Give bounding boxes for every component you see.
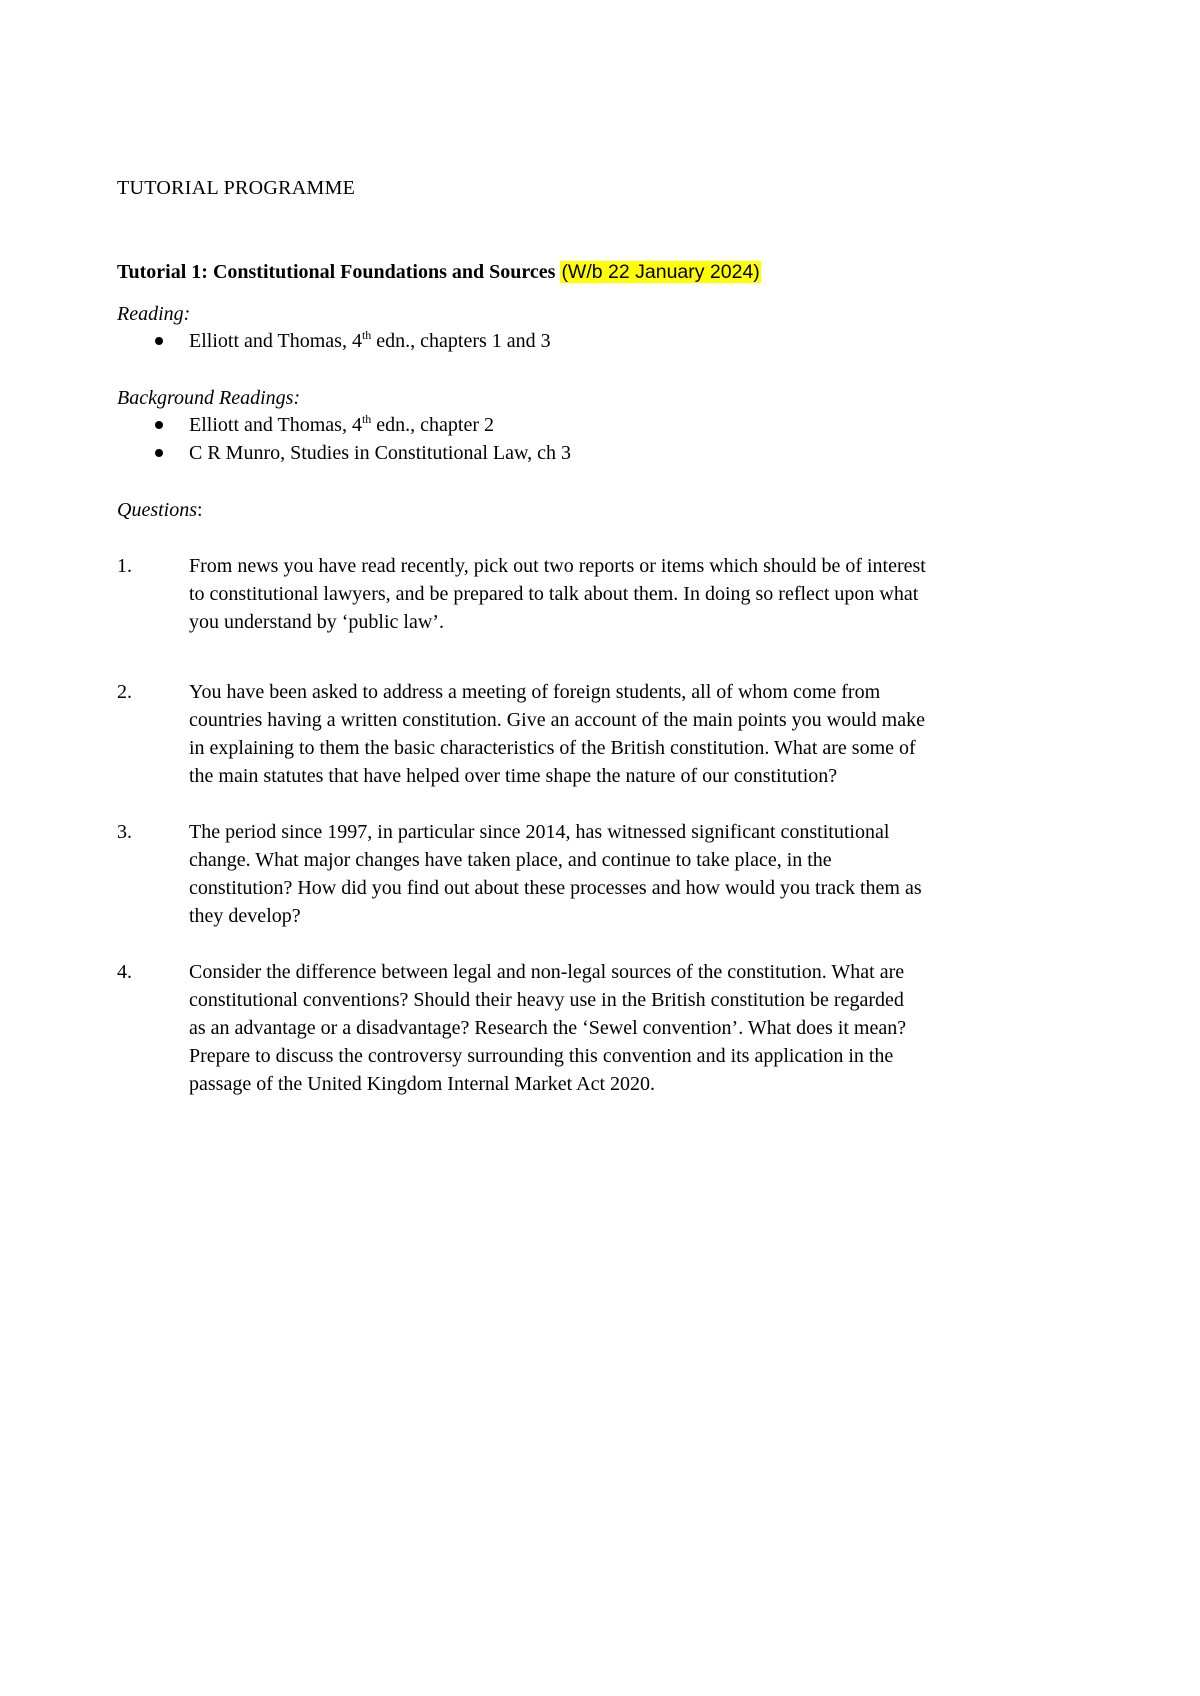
background-reading-text: C R Munro, Studies in Constitutional Law, ch 3: [189, 442, 572, 464]
question-item: [117, 552, 1117, 636]
question-line: to constitutional lawyers, and be prepared to talk about them. In doing so reflect upon what: [189, 583, 919, 605]
questions-label-colon: :: [197, 499, 203, 521]
background-reading-item: [117, 411, 571, 439]
background-reading-text: Elliott and Thomas, 4: [189, 414, 362, 436]
background-readings-list: [117, 411, 571, 467]
questions-label-text: Questions: [117, 499, 197, 521]
reading-item-text-rest: edn., chapters 1 and 3: [371, 330, 551, 352]
question-line: Consider the difference between legal and non-legal sources of the constitution. What are: [189, 961, 905, 983]
ordinal-suffix: th: [361, 328, 372, 342]
questions-label: [117, 496, 203, 524]
question-text: [189, 678, 1109, 790]
question-line: You have been asked to address a meeting of foreign students, all of whom come from: [189, 681, 881, 703]
reading-item: [117, 327, 551, 355]
question-text: [189, 552, 1109, 636]
bullet-icon: [155, 337, 163, 345]
bullet-icon: [155, 449, 163, 457]
question-line: Prepare to discuss the controversy surrounding this convention and its application in the: [189, 1045, 894, 1067]
document-title: TUTORIAL PROGRAMME: [117, 177, 356, 199]
question-line: you understand by ‘public law’.: [189, 611, 444, 633]
question-line: passage of the United Kingdom Internal Market Act 2020.: [189, 1073, 655, 1095]
question-number: 2.: [117, 681, 132, 703]
question-line: From news you have read recently, pick out two reports or items which should be of interest: [189, 555, 926, 577]
reading-item-text: Elliott and Thomas, 4: [189, 330, 362, 352]
question-number: 3.: [117, 821, 132, 843]
ordinal-suffix: th: [361, 412, 372, 426]
question-line: as an advantage or a disadvantage? Research the ‘Sewel convention’. What does it mean?: [189, 1017, 907, 1039]
question-text: [189, 958, 1109, 1098]
question-line: they develop?: [189, 905, 301, 927]
question-item: [117, 678, 1117, 790]
question-line: change. What major changes have taken place, and continue to take place, in the: [189, 849, 832, 871]
question-line: constitutional conventions? Should their heavy use in the British constitution be regarded: [189, 989, 904, 1011]
reading-list: [117, 327, 551, 355]
background-reading-item: [117, 439, 571, 467]
question-number: 4.: [117, 961, 132, 983]
question-item: [117, 818, 1117, 930]
question-line: in explaining to them the basic characteristics of the British constitution. What are some of: [189, 737, 916, 759]
question-number: 1.: [117, 555, 132, 577]
background-reading-text-rest: edn., chapter 2: [371, 414, 495, 436]
tutorial-heading-text: Tutorial 1: Constitutional Foundations and Sources: [117, 261, 556, 283]
bullet-icon: [155, 421, 163, 429]
question-line: countries having a written constitution. Give an account of the main points you would make: [189, 709, 925, 731]
question-text: [189, 818, 1109, 930]
tutorial-date-highlight: (W/b 22 January 2024): [561, 261, 760, 283]
reading-label: Reading:: [117, 303, 191, 325]
question-item: [117, 958, 1117, 1098]
question-line: the main statutes that have helped over time shape the nature of our constitution?: [189, 765, 838, 787]
background-readings-label: Background Readings:: [117, 387, 301, 409]
tutorial-heading: [117, 258, 761, 286]
question-line: The period since 1997, in particular since 2014, has witnessed significant constitutional: [189, 821, 890, 843]
question-line: constitution? How did you find out about these processes and how would you track them as: [189, 877, 922, 899]
